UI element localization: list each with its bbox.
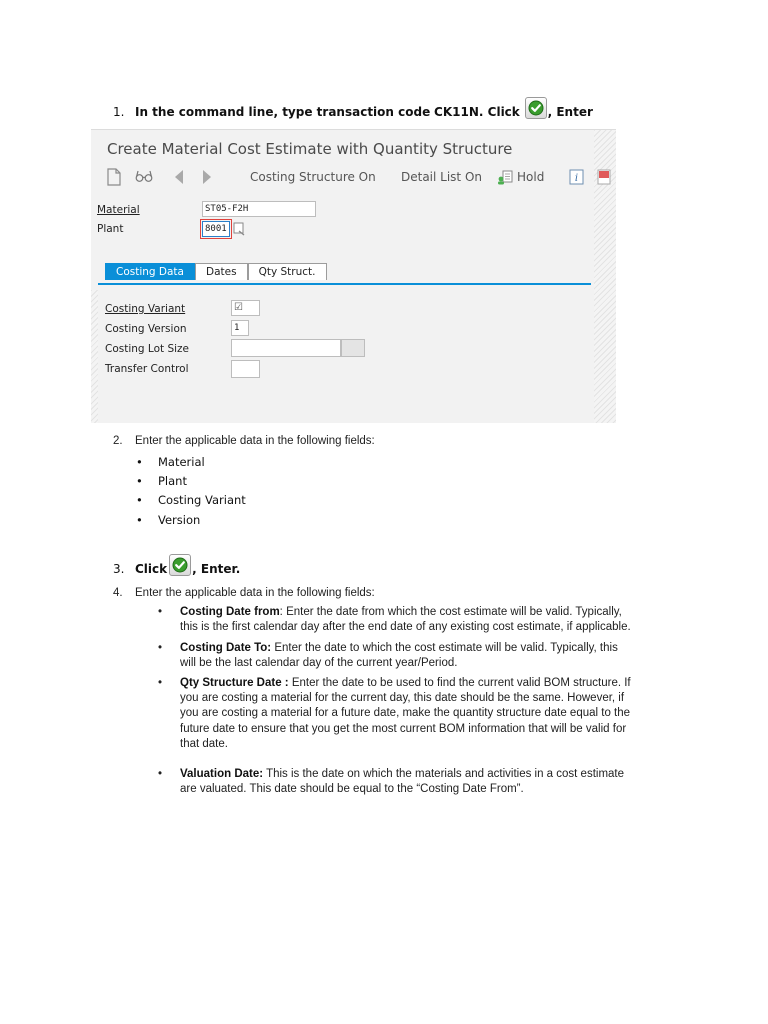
hold-button[interactable]: Hold <box>517 170 545 184</box>
step-text: Enter the applicable data in the following fields: <box>135 435 375 447</box>
step-number: 4. <box>113 587 123 599</box>
step-text-after: , Enter. <box>192 562 241 576</box>
detail-list-button[interactable]: Detail List On <box>401 170 483 184</box>
sap-screen <box>91 129 616 423</box>
costing-lot-size-input[interactable] <box>231 339 341 357</box>
step-number: 1. <box>113 105 125 119</box>
hatch-border-left <box>91 290 98 423</box>
info-icon[interactable] <box>569 169 585 188</box>
item-costing-date-from: • Costing Date from: Enter the date from which the cost estimate will be valid. Typically, this is the first calendar day after the end date of any existing cost estimate, if applicable. <box>158 606 631 634</box>
tab-costing-data[interactable]: Costing Data <box>105 263 195 280</box>
svg-text:i: i <box>574 173 579 184</box>
costing-structure-button[interactable]: Costing Structure On <box>250 170 376 184</box>
step-number: 3. <box>113 562 125 576</box>
costing-lot-size-label: Costing Lot Size <box>105 343 190 355</box>
step-text: In the command line, type transaction code <box>135 105 431 119</box>
transfer-control-label: Transfer Control <box>105 363 189 375</box>
green-check-icon <box>169 554 191 576</box>
tab-strip <box>105 263 327 281</box>
green-check-icon <box>525 97 547 119</box>
costing-variant-input[interactable]: ☑ <box>231 300 260 316</box>
value-help-icon[interactable] <box>233 222 245 241</box>
plant-label: Plant <box>97 223 124 235</box>
sap-toolbar <box>91 168 594 192</box>
arrow-left-icon[interactable] <box>173 169 185 188</box>
layout-icon[interactable] <box>597 169 611 188</box>
glasses-icon[interactable] <box>135 169 153 186</box>
hold-icon <box>497 169 513 188</box>
costing-variant-label: Costing Variant <box>105 303 186 315</box>
step-text-click: . Click <box>478 105 520 119</box>
step-text: Enter the applicable data in the following fields: <box>135 587 375 599</box>
item-qty-structure-date: • Qty Structure Date : Enter the date to be used to find the current valid BOM structure. If you are costing a material for the current day, this date should be the same. However, if you are costing a material for a future date, make the quantity structure date equal to the future date to ensure that you get the most current BOM information that will be valid for that date. <box>158 677 631 750</box>
arrow-right-icon[interactable] <box>201 169 213 188</box>
step-number: 2. <box>113 435 123 447</box>
costing-version-input[interactable]: 1 <box>231 320 249 336</box>
sap-screen-title: Create Material Cost Estimate with Quantity Structure <box>107 140 513 158</box>
material-label: Material <box>97 204 140 216</box>
material-input[interactable]: ST05-F2H <box>202 201 316 217</box>
step-3-heading <box>113 558 240 580</box>
tab-underline <box>98 283 591 285</box>
item-costing-date-to: • Costing Date To: Enter the date to which the cost estimate will be valid. Typically, this will be the last calendar day of the current year/Period. <box>158 642 618 670</box>
step-text: Click <box>135 562 168 576</box>
tab-qty-struct[interactable]: Qty Struct. <box>248 263 327 280</box>
tab-dates[interactable]: Dates <box>195 263 248 280</box>
item-valuation-date: • Valuation Date: This is the date on which the materials and activities in a cost estimate are valuated. This date should be equal to the “Costing Date From”. <box>158 768 625 796</box>
transaction-code: CK11N <box>434 105 479 119</box>
lot-size-unit-input[interactable] <box>341 339 365 357</box>
plant-input[interactable]: 8001 <box>202 221 230 237</box>
step-text-after: , Enter <box>547 105 593 119</box>
step-1-heading <box>113 101 593 123</box>
costing-version-label: Costing Version <box>105 323 187 335</box>
new-document-icon[interactable] <box>107 168 121 189</box>
transfer-control-input[interactable] <box>231 360 260 378</box>
